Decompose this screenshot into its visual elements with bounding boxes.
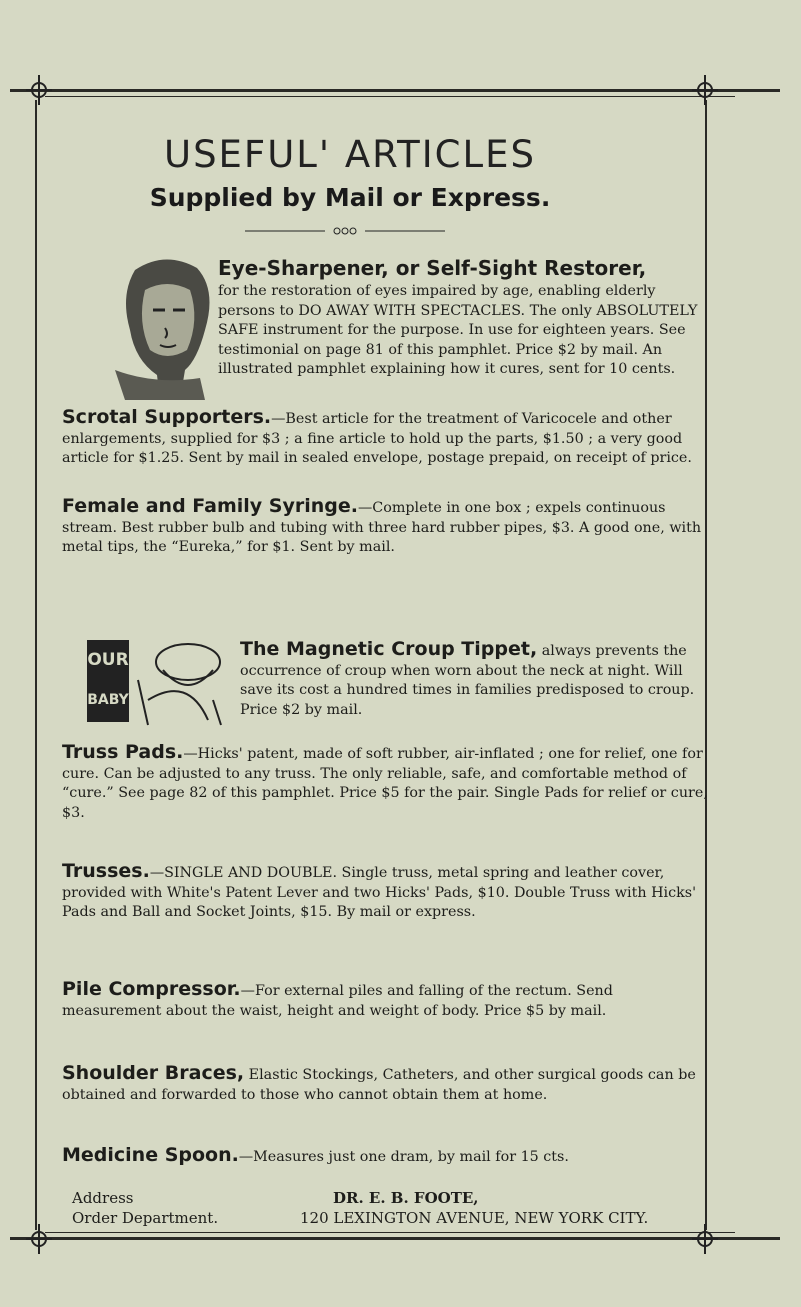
top-rule-inner	[45, 96, 735, 97]
bottom-rule	[10, 1237, 780, 1240]
spoon-body: —Measures just one dram, by mail for 15 cts.	[238, 1149, 569, 1165]
section-eye-sharpener	[218, 254, 713, 380]
section-scrotal-supporters	[62, 408, 710, 469]
truss-pads-body: —Hicks' patent, made of soft rubber, air-inflated ; one for relief, one for cure. Can be adjusted to any truss. The only reliable, safe, and comfortable method of “cure.” See page 82 of this pamphlet. Price $5 for the pair. Single Pads for relief or cure, $3.	[62, 746, 708, 821]
corner-ornament-bottom-left	[26, 1224, 52, 1254]
bottom-rule-inner	[45, 1232, 735, 1233]
section-family-syringe	[62, 497, 710, 558]
scrotal-body: —Best article for the treatment of Varicocele and other enlargements, supplied for $3 ; a fine article to hold up the parts, $1.50 ; a very good article for $1.25. Sent by mail in sealed envelope, postage prepaid, on receipt of price.	[62, 411, 692, 467]
address-label: Address	[72, 1189, 134, 1207]
street-address: 120 LEXINGTON AVENUE, NEW YORK CITY.	[300, 1209, 649, 1227]
trusses-body: —SINGLE AND DOUBLE. Single truss, metal spring and leather cover, provided with White's Patent Lever and two Hicks' Pads, $10. Double Truss with Hicks' Pads and Ball and Socket Joints, $15. By mail or express.	[62, 865, 697, 921]
badge-line-1: OUR	[87, 650, 129, 670]
section-croup-tippet	[240, 640, 710, 720]
order-department-label: Order Department.	[72, 1209, 219, 1227]
scrotal-heading: Scrotal Supporters.	[62, 406, 272, 428]
address-labels	[72, 1188, 292, 1228]
section-truss-pads	[62, 743, 710, 823]
corner-ornament-top-left	[26, 75, 52, 105]
corner-ornament-bottom-right	[692, 1224, 718, 1254]
flourish-divider	[245, 226, 445, 236]
shoulder-heading: Shoulder Braces,	[62, 1062, 245, 1084]
syringe-body: —Complete in one box ; expels continuous stream. Best rubber bulb and tubing with three hard rubber pipes, $3. A good one, with metal tips, the “Eureka,” for $1. Sent by mail.	[62, 500, 702, 556]
eye-sharpener-heading: Eye-Sharpener, or Self-Sight Restorer,	[218, 256, 647, 280]
croup-body: always prevents the occurrence of croup when worn about the neck at night. Will save its cost a hundred times in families predisposed to croup. Price $2 by mail.	[240, 643, 695, 718]
croup-heading: The Magnetic Croup Tippet,	[240, 638, 538, 660]
eye-sharpener-body: for the restoration of eyes impaired by age, enabling elderly persons to DO AWAY WITH SPECTACLES. The only ABSOLUTELY SAFE instrument for the purpose. In use for eighteen years. See testimonial on page 81 of this pamphlet. Price $2 by mail. An illustrated pamphlet explaining how it cures, sent for 10 cents.	[218, 283, 698, 378]
woman-portrait-illustration	[105, 250, 220, 405]
our-baby-badge	[87, 640, 129, 722]
badge-line-2: BABY	[87, 692, 129, 708]
section-trusses	[62, 862, 710, 923]
page-subtitle: Supplied by Mail or Express.	[149, 183, 551, 212]
truss-pads-heading: Truss Pads.	[62, 741, 184, 763]
pile-body: —For external piles and falling of the rectum. Send measurement about the waist, height and weight of body. Price $5 by mail.	[62, 983, 613, 1019]
section-pile-compressor	[62, 980, 710, 1021]
trusses-heading: Trusses.	[62, 860, 150, 882]
doctor-name: DR. E. B. FOOTE,	[333, 1189, 479, 1207]
page-title: USEFUL' ARTICLES	[163, 133, 536, 176]
section-shoulder-braces	[62, 1064, 710, 1105]
top-rule	[10, 89, 780, 92]
shoulder-body: Elastic Stockings, Catheters, and other surgical goods can be obtained and forwarded to those who cannot obtain them at home.	[62, 1067, 696, 1103]
address-block	[300, 1188, 720, 1228]
corner-ornament-top-right	[692, 75, 718, 105]
spoon-heading: Medicine Spoon.	[62, 1144, 239, 1166]
section-medicine-spoon	[62, 1146, 710, 1168]
syringe-heading: Female and Family Syringe.	[62, 495, 358, 517]
pile-heading: Pile Compressor.	[62, 978, 241, 1000]
left-side-rule	[35, 100, 37, 1230]
croup-tippet-illustration	[128, 640, 228, 730]
